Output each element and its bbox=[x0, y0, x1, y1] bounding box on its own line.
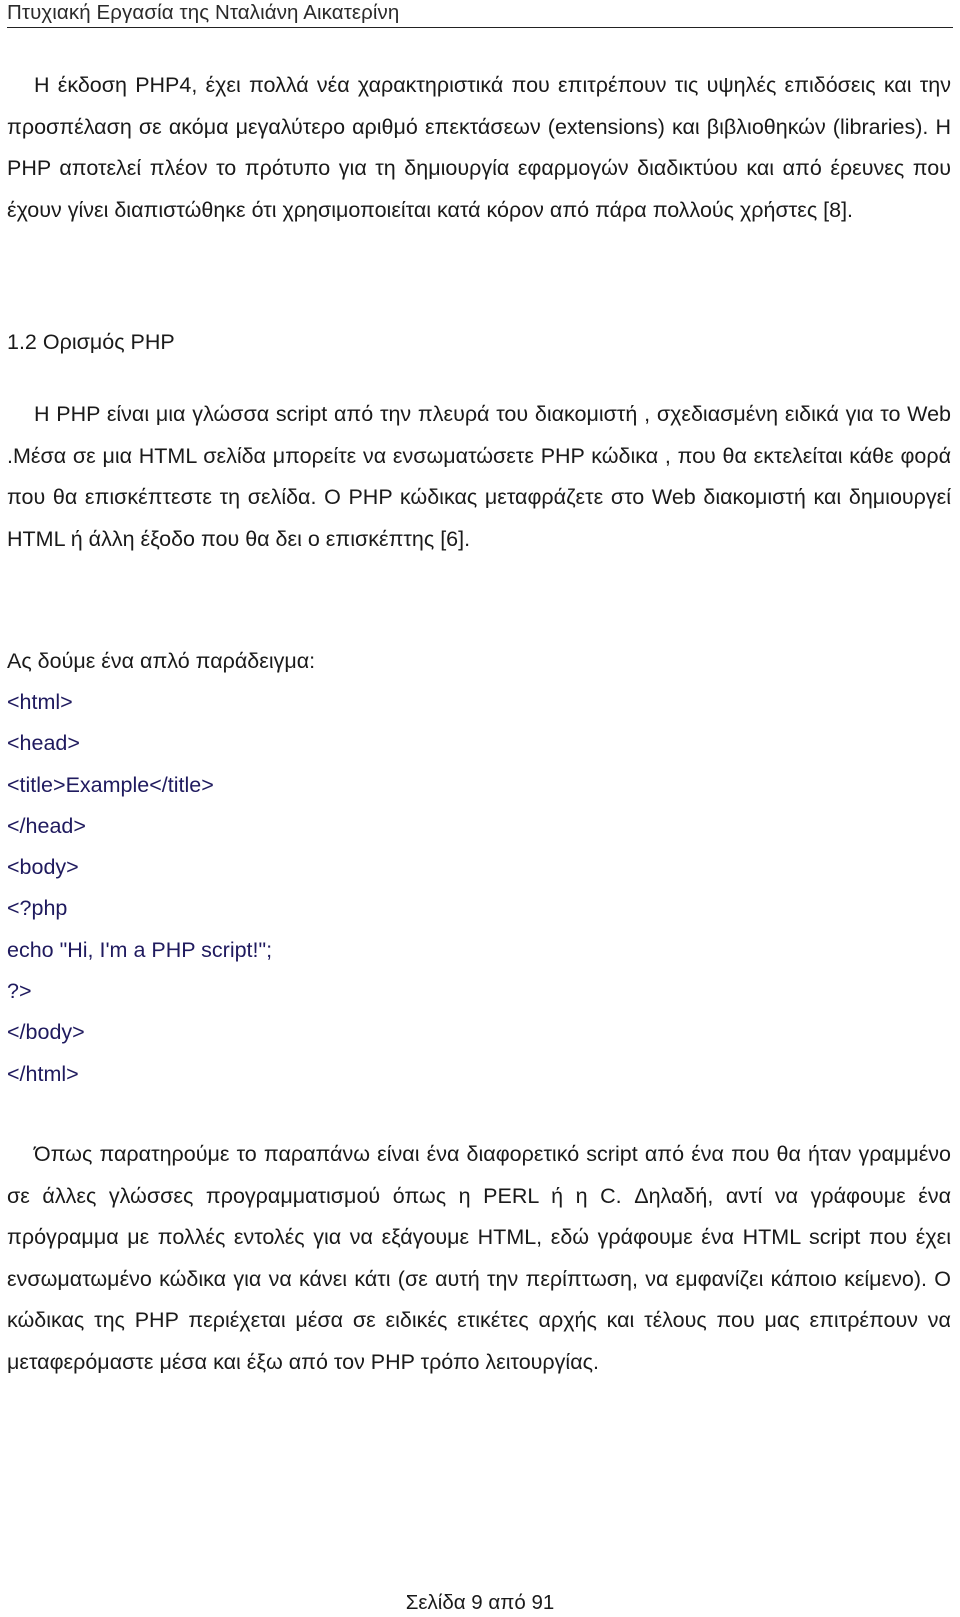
code-line: <?php bbox=[7, 896, 68, 921]
document-header: Πτυχιακή Εργασία της Νταλιάνη Αικατερίνη bbox=[7, 0, 953, 28]
code-line: ?> bbox=[7, 979, 32, 1004]
code-line: <body> bbox=[7, 855, 79, 880]
code-line: <html> bbox=[7, 690, 73, 714]
code-line: <head> bbox=[7, 731, 80, 756]
paragraph-php-explanation: Όπως παρατηρούμε το παραπάνω είναι ένα διαφορετικό script από ένα που θα ήταν γραμμένο σε άλλες γλώσσες προγραμματισμού όπως η PERL ή η C. Δηλαδή, αντί να γράφουμε ένα πρόγραμμα με πολλές εντολές για να εξάγουμε HTML, εδώ γράφουμε ένα HTML script που έχει ενσωματωμένο κώδικα για να κάνει κάτι (σε αυτή την περίπτωση, να εμφανίζει κάποιο κείμενο). Ο κώδικας της PHP περιέχεται μέσα σε ειδικές ετικέτες αρχής και τέλους που μας επιτρέπουν να μεταφερόμαστε μέσα και έξω από τον PHP τρόπο λειτουργίας. bbox=[7, 1142, 951, 1374]
paragraph-php4-features: Η έκδοση PHP4, έχει πολλά νέα χαρακτηριστικά που επιτρέπουν τις υψηλές επιδόσεις και την προσπέλαση σε ακόμα μεγαλύτερο αριθμό επεκτάσεων (extensions) και βιβλιοθηκών (libraries). Η PHP αποτελεί πλέον το πρότυπο για τη δημιουργία εφαρμογών διαδικτύου και από έρευνες που έχουν γίνει διαπιστώθηκε ότι χρησιμοποιείται κατά κόρον από πάρα πολλούς χρήστες [8]. bbox=[7, 73, 951, 222]
code-line: </body> bbox=[7, 1020, 85, 1045]
code-example bbox=[7, 682, 272, 1095]
page-number: Σελίδα 9 από 91 bbox=[405, 1591, 555, 1614]
code-line: <title>Example</title> bbox=[7, 772, 214, 797]
paragraph-php-definition: Η PHP είναι μια γλώσσα script από την πλευρά του διακομιστή , σχεδιασμένη ειδικά για το Web .Μέσα σε μια HTML σελίδα μπορείτε να ενσωματώσετε PHP κώδικα , που θα εκτελείται κάθε φορά που θα επισκέπτεστε τη σελίδα. Ο PHP κώδικας μεταφράζετε στο Web διακομιστή και δημιουργεί HTML ή άλλη έξοδο που θα δει ο επισκέπτης [6]. bbox=[7, 402, 951, 551]
section-heading: 1.2 Ορισμός PHP bbox=[7, 330, 175, 354]
code-line: </head> bbox=[7, 813, 86, 838]
example-intro: Ας δούμε ένα απλό παράδειγμα: bbox=[7, 649, 316, 673]
code-line: echo "Hi, I'm a PHP script!"; bbox=[7, 937, 273, 962]
code-line: </html> bbox=[7, 1061, 79, 1086]
